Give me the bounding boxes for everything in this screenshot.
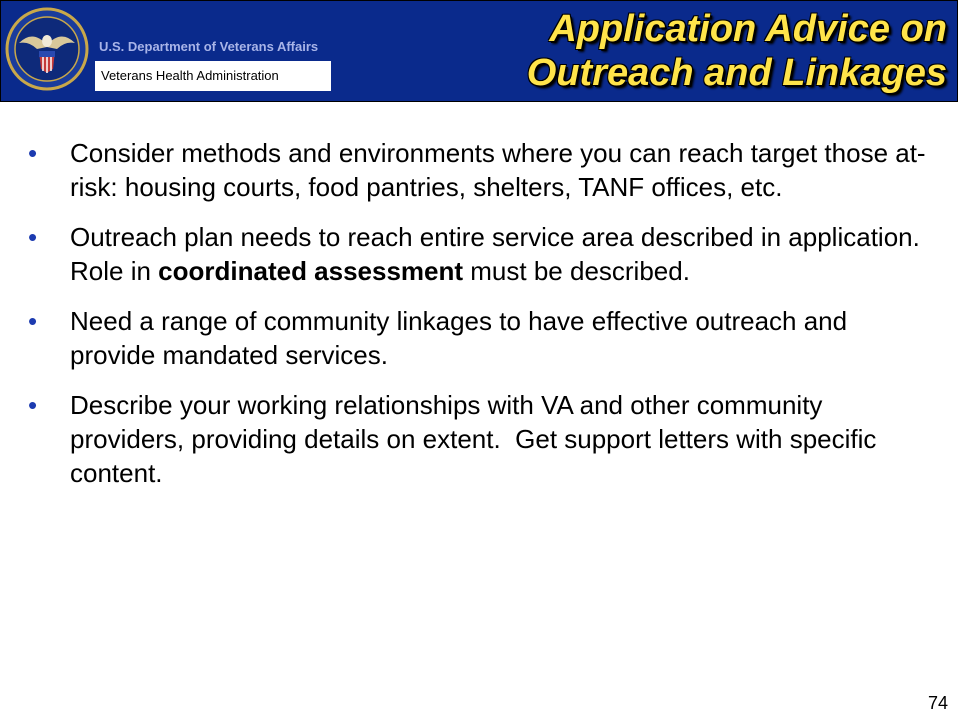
bullet-text-end: must be described.	[463, 256, 690, 286]
slide-header	[0, 0, 958, 102]
bullet-item	[28, 388, 928, 490]
bullet-text: Describe your working relationships with VA and other community providers, providing details on extent. Get support letters with specific content.	[70, 390, 884, 488]
bullet-text: Need a range of community linkages to have effective outreach and provide mandated services.	[70, 306, 848, 370]
administration-name: Veterans Health Administration	[95, 61, 331, 91]
bullet-item	[28, 220, 935, 288]
bullet-icon: •	[28, 390, 38, 420]
department-name: U.S. Department of Veterans Affairs	[99, 39, 319, 54]
bullet-list	[28, 136, 935, 506]
bullet-text-start: Outreach plan needs to reach entire service area described in application. Role in	[70, 222, 935, 286]
bullet-emphasis: coordinated assessment	[158, 256, 464, 286]
page-number: 74	[927, 693, 948, 713]
bullet-item	[28, 136, 928, 204]
bullet-icon: •	[28, 138, 38, 168]
slide-title	[527, 7, 947, 95]
va-seal-icon	[5, 7, 89, 91]
bullet-item	[28, 304, 928, 372]
bullet-icon: •	[28, 306, 38, 336]
slide-title-line-1: Application Advice on	[549, 8, 947, 50]
bullet-text: Consider methods and environments where you can reach target those at-risk: housing courts, food pantries, shelters, TANF offices, etc.	[70, 138, 926, 202]
bullet-icon: •	[28, 222, 38, 252]
slide-title-line-2: Outreach and Linkages	[526, 52, 947, 94]
